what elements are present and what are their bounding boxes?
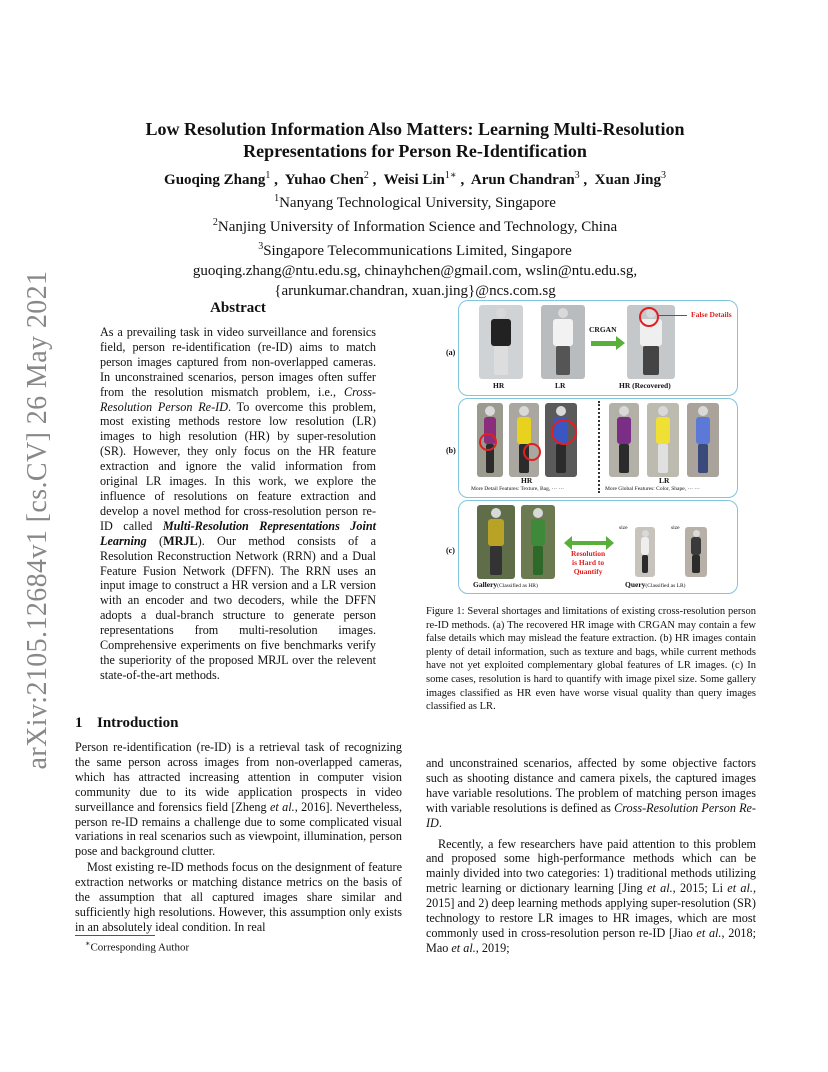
size-label: size <box>619 525 628 531</box>
abstract-heading: Abstract <box>210 300 266 316</box>
email-line: guoqing.zhang@ntu.edu.sg, chinayhchen@gmail.com, wslin@ntu.edu.sg, <box>192 263 638 279</box>
highlight-circle-icon <box>479 433 497 451</box>
figure-caption: Figure 1: Several shortages and limitations of existing cross-resolution person re-ID methods. (a) The recovered HR image with CRGAN may contain a few false details which may mislead the feature extraction. (b) HR images contain plenty of detail information, such as texture and bags, while current methods have not yet exploited complementary global features of LR images. (c) In some cases, resolution is hard to quantify with image pixel size. Some gallery images classified as HR even have worse visual quality than query images classified as LR. <box>426 606 756 713</box>
false-details-label: False Details <box>691 310 732 319</box>
right-arrow-icon <box>591 341 617 346</box>
email-line: {arunkumar.chandran, xuan.jing}@ncs.com.sg <box>274 283 556 299</box>
lr-label: LR <box>555 381 566 390</box>
paragraph: and unconstrained scenarios, affected by some objective factors such as shooting distance and camera pixels, the captured images have variable resolutions. The problem of matching person images with variable resolutions is defined as Cross-Resolution Person Re-ID. <box>426 756 756 830</box>
abstract-body: As a prevailing task in video surveillance and forensics field, person re-identification (re-ID) aims to match person images captured from non-overlapped cameras. In unconstrained scenarios, person images often suffer from the resolution mismatch problem, i.e., Cross-Resolution Person Re-ID. To overcome this problem, most existing methods restore low resolution (LR) images to high resolution (HR) by super-resolution (SR). However, they only focus on the HR feature extraction and ignore the valid information from original LR images. In this work, we explore the influence of resolutions on feature extraction and develop a novel method for cross-resolution person re-ID called Multi-Resolution Representations Joint Learning (MRJL). Our method consists of a Resolution Reconstruction Network (RRN) and a Dual Feature Fusion Network (DFFN). The RRN uses an input image to construct a HR version and a LR version with an encoder and two decoders, while the DFFN adopts a dual-branch structure to generate person representations from multi-resolution images. Comprehensive experiments on five benchmarks verify the superiority of the proposed MRJL over the relevent state-of-the-art methods. <box>100 325 376 682</box>
paragraph: Most existing re-ID methods focus on the designment of feature extraction networks or matching distance metrics on the basis of the assumption that all captured images share similar and sufficiently high resolutions. However, this assumption only exists in an absolutely ideal condition. In real <box>75 860 402 934</box>
person-image-query <box>635 527 655 577</box>
author: Arun Chandran$^3$ <box>470 170 580 188</box>
figure-1 <box>446 300 738 594</box>
person-image-lr <box>687 403 719 477</box>
affiliation: $^1$Nanyang Technological University, Singapore <box>274 193 556 211</box>
author: Xuan Jing$^3$ <box>594 170 666 188</box>
person-image-hr <box>509 403 539 477</box>
recovered-label: HR (Recovered) <box>619 381 671 390</box>
crgan-label: CRGAN <box>589 325 617 334</box>
person-image-lr <box>541 305 585 379</box>
panel-label-b: (b) <box>446 446 456 455</box>
panel-label-c: (c) <box>446 546 455 555</box>
hr-label: HR <box>521 476 533 485</box>
paragraph: Person re-identification (re-ID) is a retrieval task of recognizing the same person across images from non-overlapped cameras, which has attracted increasing attention in computer vision community due to its wide application prospects in video surveillance and forensics field [Zheng et al., 2016]. Nevertheless, person re-ID remains a challenge due to some complicated visual variations in real scenarios such as viewpoint, illumination, person pose and background clutter. <box>75 740 402 859</box>
person-image-lr <box>647 403 679 477</box>
author-list: Guoqing Zhang$^1$ , Yuhao Chen$^2$ , Weisi Lin$^{1∗}$ , Arun Chandran$^3$ , Xuan Jing$^3$ <box>164 170 666 188</box>
person-image-lr <box>609 403 639 477</box>
person-image-gallery <box>521 505 555 579</box>
figure-panel-c <box>458 500 738 594</box>
person-image-hr <box>479 305 523 379</box>
highlight-circle-icon <box>551 419 577 445</box>
figure-panel-a <box>458 300 738 396</box>
paper-title: Low Resolution Information Also Matters: Learning Multi-Resolution Representations for Person Re-Identification <box>145 119 685 161</box>
footnote: ∗Corresponding Author <box>85 939 190 954</box>
hr-features-label: More Detail Features: Texture, Bag, ··· ··· <box>471 486 564 492</box>
footnote-divider <box>75 935 155 936</box>
intro-text <box>75 740 402 935</box>
arxiv-identifier: arXiv:2105.12684v1 [cs.CV] 26 May 2021 <box>22 270 53 770</box>
affiliation: $^3$Singapore Telecommunications Limited, Singapore <box>258 241 572 259</box>
paragraph: Recently, a few researchers have paid attention to this problem and proposed some high-performance methods which can be mainly divided into two categories: 1) traditional methods utilizing metric learning or dictionary learning [Jing et al., 2015; Li et al., 2015] and 2) deep learning methods applying super-resolution (SR) technology to restore LR images to HR images, which are most commonly used in cross-resolution person re-ID [Jiao et al., 2018; Mao et al., 2019; <box>426 836 757 955</box>
divider <box>598 401 600 493</box>
author: Yuhao Chen$^2$ <box>284 170 369 188</box>
right-column-text <box>426 756 756 956</box>
lr-label: LR <box>659 476 670 485</box>
double-arrow-icon <box>571 541 607 545</box>
resolution-note: Resolution is Hard to Quantify <box>571 549 606 576</box>
affiliation: $^2$Nanjing University of Information Science and Technology, China <box>212 217 618 235</box>
author: Weisi Lin$^{1∗}$ <box>383 170 457 188</box>
author: Guoqing Zhang$^1$ <box>164 170 271 188</box>
figure-panel-b <box>458 398 738 498</box>
affiliations <box>100 189 730 301</box>
lr-features-label: More Global Features: Color, Shape, ··· ··· <box>605 486 700 492</box>
person-image-query <box>685 527 707 577</box>
person-image-gallery <box>477 505 515 579</box>
gallery-label: Gallery(Classified as HR) <box>473 580 538 589</box>
highlight-circle-icon <box>523 443 541 461</box>
size-label: size <box>671 525 680 531</box>
pointer-line <box>657 315 687 316</box>
hr-label: HR <box>493 381 505 390</box>
query-label: Query(Classified as LR) <box>625 580 686 589</box>
panel-label-a: (a) <box>446 348 456 357</box>
highlight-circle-icon <box>639 307 659 327</box>
section-heading-introduction: 1 Introduction <box>75 715 179 731</box>
